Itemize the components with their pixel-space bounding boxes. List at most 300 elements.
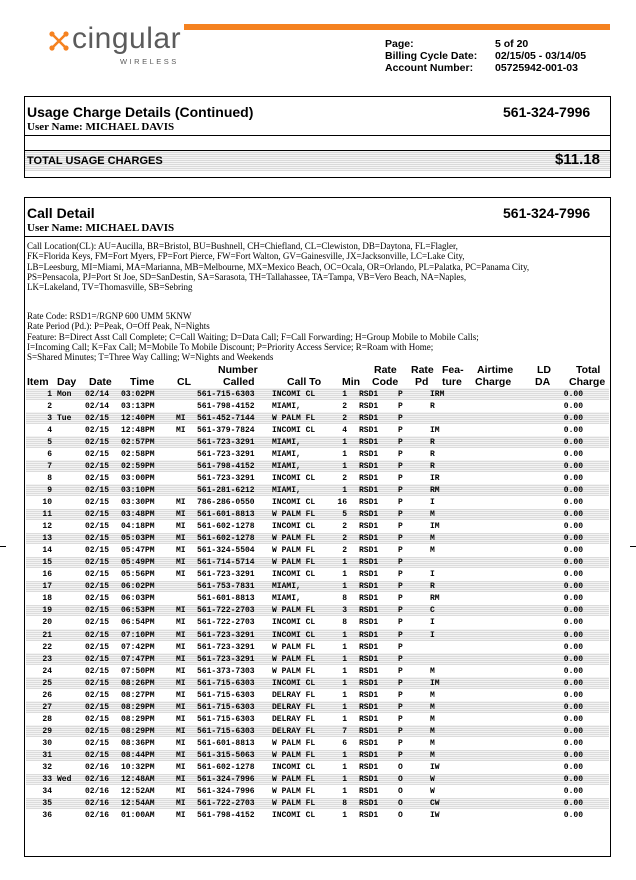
cell-minutes: 1: [342, 485, 347, 495]
cell-minutes: 1: [342, 558, 347, 568]
table-row: [26, 581, 609, 593]
account-info-values: [495, 38, 586, 74]
cell-rate-period: P: [398, 449, 403, 459]
cell-item: 33: [42, 775, 52, 785]
usage-section-title: Usage Charge Details (Continued): [27, 104, 254, 120]
cell-number-called: 561-798-4152: [197, 461, 255, 471]
cell-call-to: W PALM FL: [272, 510, 316, 519]
table-row: [26, 713, 609, 725]
cell-call-location: MI: [176, 497, 186, 507]
cell-rate-code: RSD1: [359, 714, 379, 724]
legend-line: FK=Florida Keys, FM=Fort Myers, FP=Fort Pierce, FW=Fort Walton, GV=Gainesville, JX=Jacksonville, LC=Lake City,: [27, 251, 465, 262]
table-row: [26, 593, 609, 605]
cell-feature: M: [430, 702, 435, 712]
cell-time: 05:56PM: [121, 570, 155, 580]
cell-rate-period: O: [398, 799, 403, 809]
cell-rate-code: RSD1: [359, 437, 379, 447]
cell-total-charge: 0.00: [563, 437, 583, 447]
cell-call-location: MI: [176, 546, 186, 556]
brand-name: cingular: [72, 22, 182, 55]
cell-rate-code: RSD1: [359, 690, 379, 700]
cell-date: 02/15: [85, 413, 110, 423]
table-row: [26, 677, 609, 689]
cell-call-to: DELRAY FL: [272, 714, 316, 724]
cell-time: 08:29PM: [121, 714, 155, 724]
cell-total-charge: 0.00: [563, 726, 583, 736]
cell-call-location: MI: [176, 618, 186, 628]
cell-total-charge: 0.00: [563, 413, 583, 423]
cell-time: 02:59PM: [121, 461, 155, 471]
col-airtime-2: Charge: [475, 376, 512, 388]
table-row: [26, 762, 609, 774]
cell-call-to: DELRAY FL: [272, 726, 316, 736]
table-row: [26, 605, 609, 617]
cell-feature: R: [430, 449, 435, 459]
cell-rate-period: P: [398, 546, 403, 556]
cell-rate-period: O: [398, 811, 403, 821]
cell-rate-code: RSD1: [359, 666, 379, 676]
cell-total-charge: 0.00: [563, 630, 583, 640]
cell-minutes: 2: [342, 473, 347, 483]
col-rate-code-2: Code: [372, 376, 399, 388]
col-airtime-1: Airtime: [477, 364, 514, 376]
cell-minutes: 8: [342, 799, 347, 809]
cell-time: 05:03PM: [121, 534, 155, 544]
table-row: [26, 412, 609, 424]
cell-call-to: DELRAY FL: [272, 702, 316, 712]
cell-call-to: W PALM FL: [272, 558, 316, 568]
cell-call-location: MI: [176, 690, 186, 700]
cell-total-charge: 0.00: [563, 570, 583, 580]
cell-call-to: INCOMI CL: [272, 389, 316, 399]
cell-date: 02/15: [85, 449, 110, 459]
cell-feature: M: [430, 738, 435, 748]
cell-number-called: 561-379-7824: [197, 425, 255, 435]
cell-minutes: 1: [342, 690, 347, 700]
cell-rate-period: P: [398, 642, 403, 652]
page-margin-mark: [0, 546, 6, 547]
cell-item: 3: [47, 413, 52, 423]
cell-call-location: MI: [176, 630, 186, 640]
cell-time: 12:48PM: [121, 425, 155, 435]
table-row: [26, 617, 609, 629]
cell-item: 1: [47, 389, 52, 399]
col-day: Day: [57, 376, 77, 388]
cell-time: 03:13PM: [121, 401, 155, 411]
table-row: [26, 424, 609, 436]
cell-minutes: 1: [342, 678, 347, 688]
col-total-1: Total: [576, 364, 601, 376]
cell-item: 34: [42, 787, 52, 797]
cell-day: Tue: [57, 413, 72, 423]
cell-call-to: W PALM FL: [272, 666, 316, 676]
cell-time: 12:40PM: [121, 413, 155, 423]
table-row: [26, 521, 609, 533]
cell-total-charge: 0.00: [563, 714, 583, 724]
cell-rate-period: P: [398, 389, 403, 399]
table-row: [26, 448, 609, 460]
table-row: [26, 798, 609, 810]
cell-minutes: 1: [342, 666, 347, 676]
table-row: [26, 388, 609, 400]
table-row: [26, 629, 609, 641]
cell-minutes: 1: [342, 787, 347, 797]
cell-minutes: 1: [342, 461, 347, 471]
cell-item: 18: [42, 594, 52, 604]
call-detail-phone-number: 561-324-7996: [503, 205, 591, 221]
cell-item: 26: [42, 690, 52, 700]
cell-call-to: INCOMI CL: [272, 473, 316, 483]
cell-date: 02/16: [85, 787, 110, 797]
cell-call-location: MI: [176, 763, 186, 773]
cell-feature: C: [430, 606, 435, 616]
cell-rate-period: P: [398, 751, 403, 760]
cell-number-called: 561-722-2703: [197, 618, 255, 628]
cingular-x-icon: [48, 30, 70, 52]
cell-date: 02/15: [85, 738, 110, 748]
cell-number-called: 786-286-0550: [197, 497, 255, 507]
col-feature-1: Fea-: [442, 364, 464, 376]
cell-call-to: W PALM FL: [272, 787, 316, 797]
cell-item: 27: [42, 702, 52, 712]
cell-time: 12:48AM: [121, 775, 155, 785]
cell-rate-code: RSD1: [359, 594, 379, 604]
cell-rate-period: P: [398, 678, 403, 688]
cell-item: 9: [47, 485, 52, 495]
cell-number-called: 561-723-3291: [197, 642, 255, 652]
call-detail-section: [24, 197, 611, 857]
cell-call-to: W PALM FL: [272, 546, 316, 556]
table-row: [26, 472, 609, 484]
cell-total-charge: 0.00: [563, 690, 583, 700]
cell-number-called: 561-601-8813: [197, 594, 255, 604]
cell-day: Wed: [57, 775, 72, 785]
cell-item: 32: [42, 763, 52, 773]
col-call-to: Call To: [287, 376, 322, 388]
cell-rate-code: RSD1: [359, 799, 379, 809]
cell-minutes: 2: [342, 413, 347, 423]
cell-item: 30: [42, 738, 52, 748]
cell-rate-code: RSD1: [359, 546, 379, 556]
cell-number-called: 561-753-7831: [197, 582, 255, 592]
cell-rate-code: RSD1: [359, 630, 379, 640]
table-row: [26, 653, 609, 665]
cell-number-called: 561-798-4152: [197, 811, 255, 821]
cell-item: 15: [42, 558, 52, 568]
table-row: [26, 545, 609, 557]
billing-cycle-value: 02/15/05 - 03/14/05: [495, 50, 587, 62]
cell-rate-period: P: [398, 413, 403, 423]
cell-total-charge: 0.00: [563, 775, 583, 785]
cell-date: 02/15: [85, 606, 110, 616]
cell-time: 07:50PM: [121, 666, 155, 676]
col-rate-pd-1: Rate: [411, 364, 434, 376]
legend-line: Rate Period (Pd.): P=Peak, O=Off Peak, N=Nights: [27, 321, 210, 332]
cell-time: 07:10PM: [121, 630, 155, 640]
cell-rate-code: RSD1: [359, 510, 379, 519]
divider: [25, 236, 610, 237]
cell-item: 25: [42, 678, 52, 688]
cell-call-to: MIAMI,: [272, 582, 301, 592]
table-row: [26, 557, 609, 569]
legend-line: LB=Leesburg, MI=Miami, MA=Marianna, MB=Melbourne, MX=Mexico Beach, OC=Ocala, OR=Orlando, PL=Palatka, PC=Panama City,: [27, 261, 530, 272]
cell-number-called: 561-324-5504: [197, 546, 255, 556]
cell-minutes: 1: [342, 630, 347, 640]
table-row: [26, 701, 609, 713]
cell-call-location: MI: [176, 642, 186, 652]
table-row: [26, 774, 609, 786]
cell-number-called: 561-601-8813: [197, 738, 255, 748]
cell-date: 02/15: [85, 642, 110, 652]
cell-total-charge: 0.00: [563, 666, 583, 676]
cell-rate-period: P: [398, 702, 403, 712]
cell-minutes: 1: [342, 751, 347, 760]
cell-call-to: INCOMI CL: [272, 630, 316, 640]
cell-rate-period: P: [398, 510, 403, 519]
cell-number-called: 561-601-8813: [197, 510, 255, 519]
cell-number-called: 561-715-6303: [197, 714, 255, 724]
cell-rate-period: O: [398, 775, 403, 785]
table-row: [26, 786, 609, 798]
cell-number-called: 561-602-1278: [197, 522, 255, 532]
col-ld-2: DA: [535, 376, 551, 388]
cell-number-called: 561-324-7996: [197, 775, 255, 785]
page-margin-mark: [630, 546, 636, 547]
brand-subtitle: WIRELESS: [120, 57, 179, 66]
cell-item: 8: [47, 473, 52, 483]
legend-line: I=Incoming Call; K=Fax Call; M=Mobile To Mobile Discount; P=Priority Access Service; R=Roam with Home;: [27, 341, 434, 352]
cell-minutes: 1: [342, 389, 347, 399]
account-number-value: 05725942-001-03: [495, 62, 578, 74]
cell-rate-code: RSD1: [359, 726, 379, 736]
cell-rate-code: RSD1: [359, 389, 379, 399]
cell-feature: IM: [430, 522, 440, 532]
cell-feature: I: [430, 630, 435, 640]
cell-item: 23: [42, 654, 52, 664]
cell-rate-period: P: [398, 690, 403, 700]
brand-accent-bar: [184, 24, 610, 30]
cell-feature: M: [430, 546, 435, 556]
billing-cycle-label: Billing Cycle Date:: [385, 50, 478, 62]
cell-date: 02/15: [85, 630, 110, 640]
cell-date: 02/15: [85, 425, 110, 435]
cell-number-called: 561-714-5714: [197, 558, 255, 568]
cell-total-charge: 0.00: [563, 522, 583, 532]
cell-feature: W: [430, 787, 435, 797]
col-min: Min: [342, 376, 361, 388]
cell-call-location: MI: [176, 510, 186, 519]
cell-rate-code: RSD1: [359, 485, 379, 495]
cell-call-to: MIAMI,: [272, 401, 301, 411]
cell-call-location: MI: [176, 714, 186, 724]
cell-rate-code: RSD1: [359, 751, 379, 760]
cell-minutes: 1: [342, 449, 347, 459]
table-row: [26, 737, 609, 749]
cell-call-to: INCOMI CL: [272, 570, 316, 580]
cell-time: 10:32PM: [121, 763, 155, 773]
cell-call-to: W PALM FL: [272, 775, 316, 785]
cell-item: 7: [47, 461, 52, 471]
cell-time: 05:47PM: [121, 546, 155, 556]
cell-date: 02/15: [85, 726, 110, 736]
cell-rate-period: P: [398, 558, 403, 568]
col-feature-2: ture: [442, 376, 462, 388]
cell-rate-code: RSD1: [359, 570, 379, 580]
table-row: [26, 460, 609, 472]
cell-call-to: INCOMI CL: [272, 618, 316, 628]
cell-total-charge: 0.00: [563, 678, 583, 688]
cell-time: 06:02PM: [121, 582, 155, 592]
cell-date: 02/14: [85, 401, 110, 411]
total-usage-label: TOTAL USAGE CHARGES: [27, 155, 163, 167]
table-row: [26, 569, 609, 581]
cell-number-called: 561-715-6303: [197, 678, 255, 688]
cell-time: 06:54PM: [121, 618, 155, 628]
cell-number-called: 561-723-3291: [197, 437, 255, 447]
cell-feature: M: [430, 510, 435, 519]
legend-line: Rate Code: RSD1=/RGNP 600 UMM 5KNW: [27, 311, 192, 321]
table-row: [26, 810, 609, 822]
cell-rate-period: P: [398, 522, 403, 532]
cell-item: 6: [47, 449, 52, 459]
legend-line: PS=Pensacola, PJ=Port St Joe, SD=SanDestin, SA=Sarasota, TH=Tallahassee, TA=Tampa, VB=Vero Beach, NA=Naples,: [27, 271, 467, 282]
cell-call-location: MI: [176, 666, 186, 676]
cell-total-charge: 0.00: [563, 799, 583, 809]
cell-call-location: MI: [176, 425, 186, 435]
cell-rate-code: RSD1: [359, 787, 379, 797]
cell-call-location: MI: [176, 702, 186, 712]
cell-date: 02/15: [85, 522, 110, 532]
cell-rate-period: P: [398, 461, 403, 471]
cell-call-to: MIAMI,: [272, 437, 301, 447]
cell-call-to: MIAMI,: [272, 461, 301, 471]
cell-time: 04:18PM: [121, 522, 155, 532]
cell-minutes: 1: [342, 702, 347, 712]
cell-number-called: 561-715-6303: [197, 690, 255, 700]
usage-charge-section: [24, 96, 611, 178]
cell-total-charge: 0.00: [563, 485, 583, 495]
cell-call-to: W PALM FL: [272, 654, 316, 664]
cell-total-charge: 0.00: [563, 473, 583, 483]
cell-time: 07:47PM: [121, 654, 155, 664]
cell-feature: M: [430, 534, 435, 544]
cell-date: 02/15: [85, 582, 110, 592]
cell-total-charge: 0.00: [563, 389, 583, 399]
cell-rate-code: RSD1: [359, 738, 379, 748]
cell-total-charge: 0.00: [563, 401, 583, 411]
cell-total-charge: 0.00: [563, 510, 583, 519]
cell-number-called: 561-723-3291: [197, 630, 255, 640]
cell-feature: M: [430, 714, 435, 724]
cell-date: 02/15: [85, 558, 110, 568]
cell-date: 02/15: [85, 690, 110, 700]
cell-feature: R: [430, 582, 435, 592]
cell-call-location: MI: [176, 775, 186, 785]
call-detail-user-name: User Name: MICHAEL DAVIS: [27, 222, 175, 234]
cell-call-to: W PALM FL: [272, 606, 316, 616]
cell-call-to: MIAMI,: [272, 449, 301, 459]
cell-feature: R: [430, 461, 435, 471]
cell-time: 03:02PM: [121, 389, 155, 399]
cell-time: 01:00AM: [121, 811, 155, 821]
cell-call-to: W PALM FL: [272, 534, 316, 544]
cell-feature: R: [430, 437, 435, 447]
cell-minutes: 1: [342, 654, 347, 664]
cell-minutes: 2: [342, 522, 347, 532]
table-row: [26, 400, 609, 412]
cell-number-called: 561-602-1278: [197, 763, 255, 773]
cell-number-called: 561-722-2703: [197, 606, 255, 616]
cell-rate-period: P: [398, 425, 403, 435]
table-row: [26, 641, 609, 653]
cell-item: 35: [42, 799, 52, 809]
cell-rate-code: RSD1: [359, 618, 379, 628]
cell-rate-code: RSD1: [359, 425, 379, 435]
cell-call-to: INCOMI CL: [272, 811, 316, 821]
cell-date: 02/16: [85, 763, 110, 773]
cell-day: Mon: [57, 389, 72, 399]
cell-rate-code: RSD1: [359, 522, 379, 532]
col-cl: CL: [177, 376, 191, 388]
cell-call-to: W PALM FL: [272, 738, 316, 748]
cell-feature: IR: [430, 473, 440, 483]
cell-date: 02/15: [85, 751, 110, 760]
cell-time: 12:54AM: [121, 799, 155, 809]
cell-date: 02/15: [85, 666, 110, 676]
cell-item: 11: [42, 510, 52, 519]
cell-total-charge: 0.00: [563, 582, 583, 592]
cell-item: 10: [42, 497, 52, 507]
cell-time: 08:29PM: [121, 702, 155, 712]
cell-date: 02/15: [85, 654, 110, 664]
cell-item: 20: [42, 618, 52, 628]
cell-date: 02/16: [85, 775, 110, 785]
cell-call-location: MI: [176, 738, 186, 748]
cell-item: 12: [42, 522, 52, 532]
legend-line: Feature: B=Direct Asst Call Complete; C=Call Waiting; D=Data Call; F=Call Forwarding; H=Group Mobile to Mobile Calls;: [27, 331, 479, 342]
account-number-label: Account Number:: [385, 62, 474, 74]
cell-number-called: 561-602-1278: [197, 534, 255, 544]
col-item: Item: [27, 376, 49, 388]
cell-feature: R: [430, 401, 435, 411]
cell-date: 02/16: [85, 811, 110, 821]
cell-minutes: 1: [342, 642, 347, 652]
table-row: [26, 533, 609, 545]
cell-minutes: 1: [342, 570, 347, 580]
cell-total-charge: 0.00: [563, 425, 583, 435]
call-detail-title: Call Detail: [27, 205, 95, 221]
cell-rate-period: P: [398, 582, 403, 592]
cell-call-location: MI: [176, 522, 186, 532]
cell-item: 16: [42, 570, 52, 580]
cell-date: 02/15: [85, 594, 110, 604]
cell-time: 02:58PM: [121, 449, 155, 459]
cell-date: 02/15: [85, 510, 110, 519]
cell-call-location: MI: [176, 606, 186, 616]
cell-item: 17: [42, 582, 52, 592]
cell-feature: RM: [430, 485, 440, 495]
cell-date: 02/14: [85, 389, 110, 399]
cell-call-location: MI: [176, 751, 186, 760]
cell-item: 19: [42, 606, 52, 616]
divider: [25, 135, 610, 136]
cell-feature: IRM: [430, 389, 445, 399]
cell-date: 02/15: [85, 618, 110, 628]
table-row: [26, 750, 609, 762]
cell-item: 22: [42, 642, 52, 652]
cell-total-charge: 0.00: [563, 594, 583, 604]
cell-number-called: 561-723-3291: [197, 473, 255, 483]
